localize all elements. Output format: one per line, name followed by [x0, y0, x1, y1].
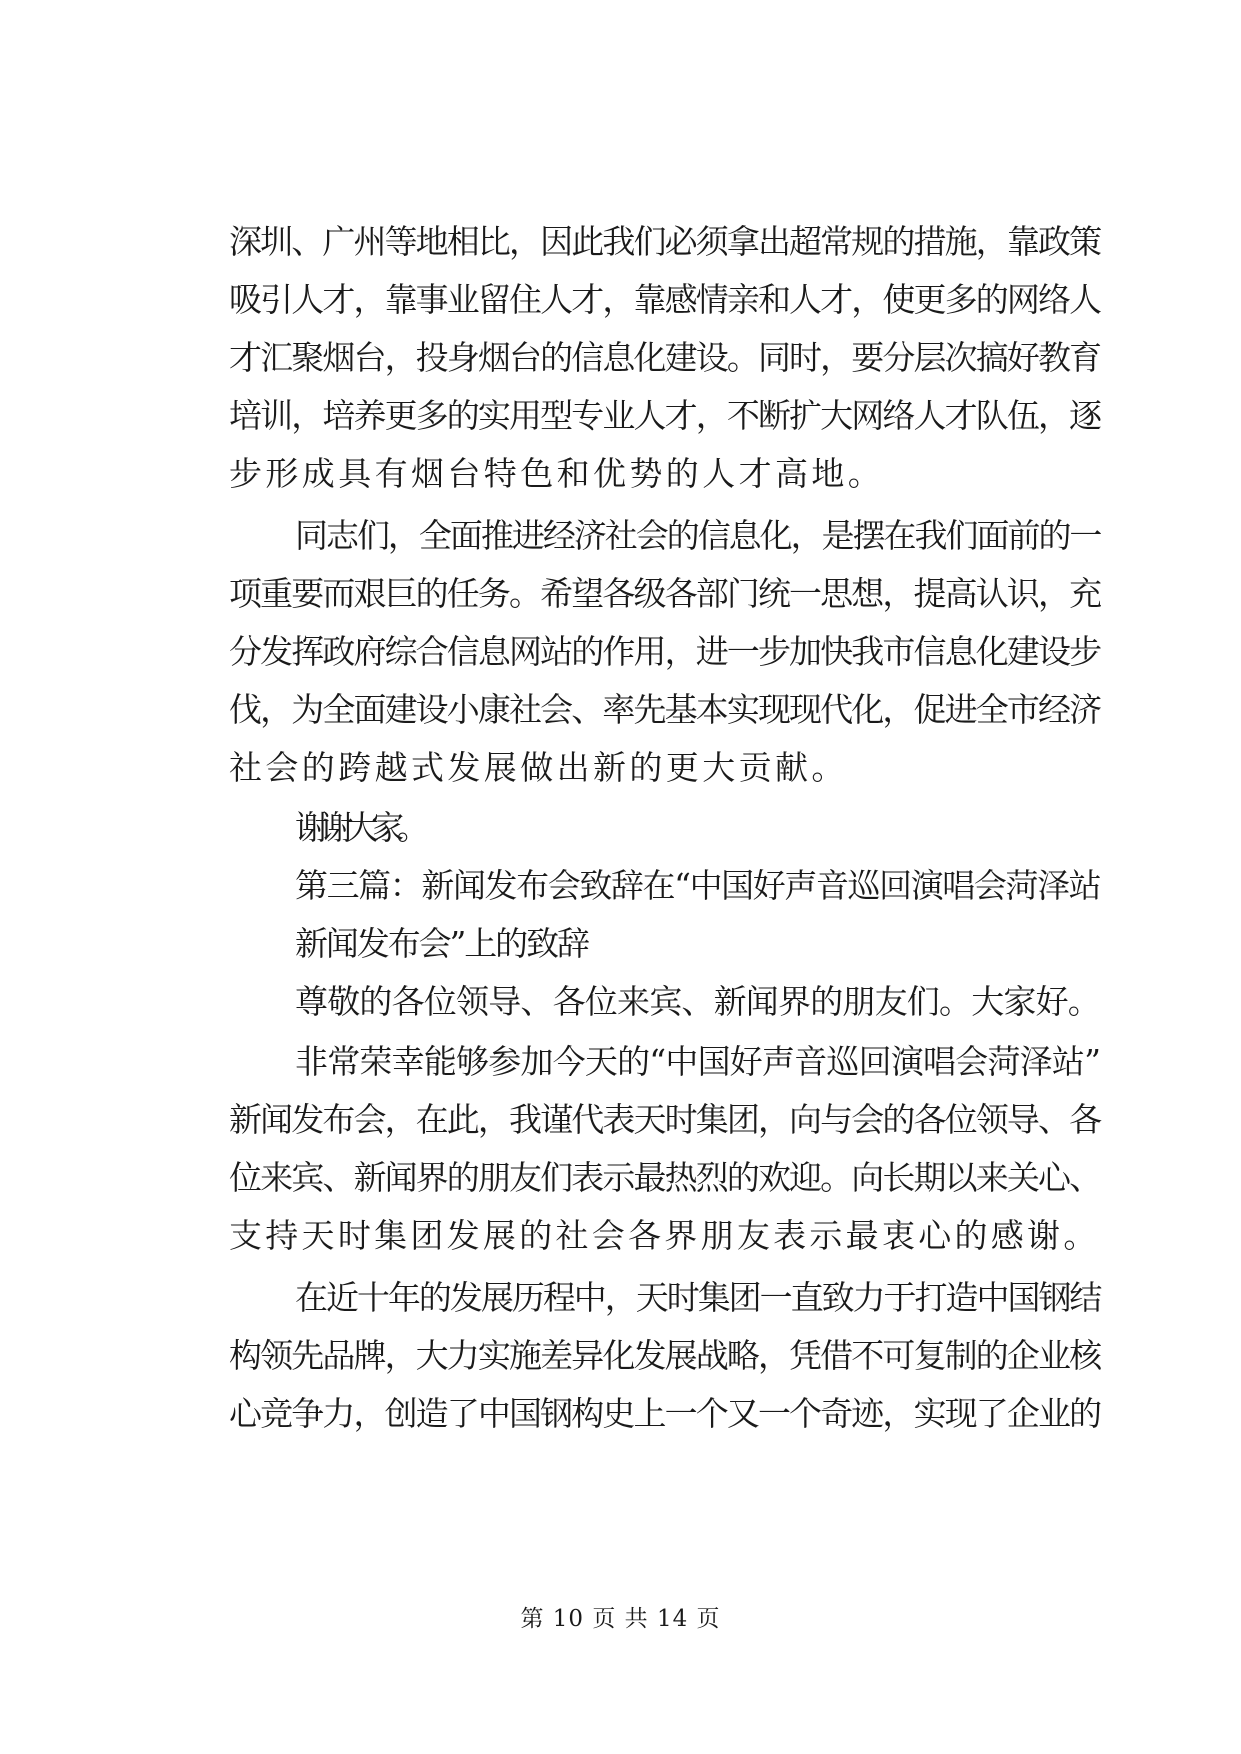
paragraph-start-line: 在近十年的发展历程中，天时集团一直致力于打造中国钢结	[295, 1278, 1101, 1317]
body-text-line: 才汇聚烟台，投身烟台的信息化建设。同时，要分层次搞好教育	[229, 338, 1101, 377]
section-heading-continued: 新闻发布会”上的致辞	[295, 924, 588, 963]
body-text-line: 心竞争力，创造了中国钢构史上一个又一个奇迹，实现了企业的	[229, 1394, 1101, 1433]
body-text-line: 项重要而艰巨的任务。希望各级各部门统一思想，提高认识，充	[229, 574, 1101, 613]
body-text-line: 分发挥政府综合信息网站的作用，进一步加快我市信息化建设步	[229, 632, 1101, 671]
body-text-line: 吸引人才，靠事业留住人才，靠感情亲和人才，使更多的网络人	[229, 280, 1101, 319]
body-text-line: 培训，培养更多的实用型专业人才，不断扩大网络人才队伍，逐	[229, 396, 1101, 435]
page-number-footer: 第 10 页 共 14 页	[520, 1606, 721, 1632]
body-text-line: 社会的跨越式发展做出新的更大贡献。	[229, 748, 848, 787]
body-text-line: 深圳、广州等地相比，因此我们必须拿出超常规的措施，靠政策	[229, 222, 1101, 261]
body-text-line: 步形成具有烟台特色和优势的人才高地。	[229, 454, 885, 493]
section-heading: 第三篇：新闻发布会致辞在“中国好声音巡回演唱会菏泽站	[295, 866, 1101, 905]
paragraph-start-line: 非常荣幸能够参加今天的“中国好声音巡回演唱会菏泽站”	[295, 1042, 1101, 1081]
body-text-line: 支持天时集团发展的社会各界朋友表示最衷心的感谢。	[229, 1216, 1100, 1255]
closing-thanks: 谢谢大家。	[295, 808, 423, 847]
salutation-line: 尊敬的各位领导、各位来宾、新闻界的朋友们。大家好。	[295, 982, 1101, 1021]
body-text-line: 伐，为全面建设小康社会、率先基本实现现代化，促进全市经济	[229, 690, 1101, 729]
body-text-line: 构领先品牌，大力实施差异化发展战略，凭借不可复制的企业核	[229, 1336, 1101, 1375]
body-text-line: 位来宾、新闻界的朋友们表示最热烈的欢迎。向长期以来关心、	[229, 1158, 1101, 1197]
paragraph-start-line: 同志们，全面推进经济社会的信息化，是摆在我们面前的一	[295, 516, 1101, 555]
body-text-line: 新闻发布会，在此，我谨代表天时集团，向与会的各位领导、各	[229, 1100, 1101, 1139]
